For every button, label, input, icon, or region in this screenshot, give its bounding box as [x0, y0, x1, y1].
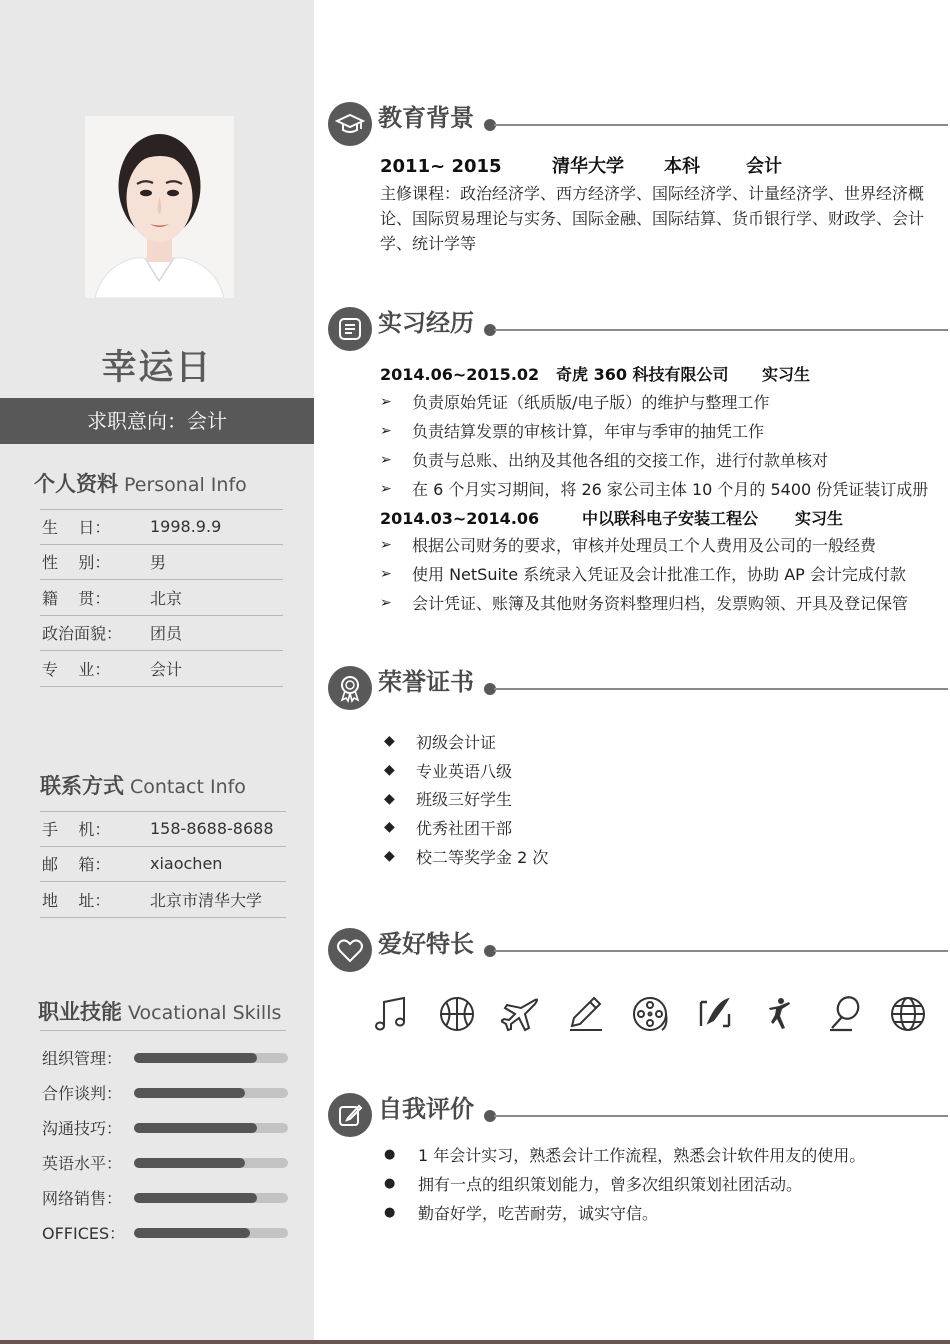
job-intent: 求职意向：会计 [0, 398, 314, 444]
list-item [384, 842, 548, 871]
edit-icon [328, 1093, 372, 1137]
contact-info-title-cn: 联系方式 [40, 774, 124, 798]
contact-info-title [40, 770, 246, 800]
skill-bar-fill [134, 1053, 257, 1063]
skill-row [42, 1075, 288, 1110]
duty-text: 在 6 个月实习期间，将 26 家公司主体 10 个月的 5400 份凭证装订成册 [412, 480, 929, 499]
diamond-marker: ◆ [384, 733, 395, 750]
address-value: 北京市清华大学 [150, 890, 263, 910]
skill-bar [134, 1123, 288, 1133]
skill-bar [134, 1053, 288, 1063]
skill-label: OFFICES： [42, 1224, 126, 1243]
skill-bar-fill [134, 1228, 250, 1238]
skill-label: 沟通技巧： [42, 1119, 123, 1138]
internship-company: 奇虎 360 科技有限公司 [556, 365, 729, 384]
diamond-marker: ◆ [384, 762, 395, 779]
list-item [380, 474, 940, 503]
evaluation-text: 1 年会计实习，熟悉会计工作流程，熟悉会计软件用友的使用。 [418, 1146, 866, 1165]
airplane-icon [499, 992, 543, 1036]
globe-icon [886, 992, 930, 1036]
info-value: 团员 [150, 624, 183, 644]
skill-label: 组织管理： [42, 1049, 123, 1068]
info-key: 政治面貌： [42, 624, 123, 644]
list-item [384, 1140, 865, 1169]
arrow-marker: ➢ [380, 536, 392, 553]
education-major: 会计 [746, 156, 782, 177]
hobbies-header [328, 928, 948, 972]
info-value: 男 [150, 553, 167, 573]
arrow-marker: ➢ [380, 422, 392, 439]
medal-icon [328, 666, 372, 710]
internship-duties [380, 530, 940, 617]
writing-icon [693, 992, 737, 1036]
duty-text: 负责原始凭证（纸质版/电子版）的维护与整理工作 [412, 393, 770, 412]
info-key: 地 址： [42, 890, 111, 910]
list-item [380, 559, 940, 588]
skill-bar-fill [134, 1088, 245, 1098]
honors-title: 荣誉证书 [378, 668, 474, 696]
info-key: 生 日： [42, 518, 111, 538]
dancer-icon [757, 992, 801, 1036]
skill-label: 网络销售： [42, 1189, 123, 1208]
phone-value: 158-8688-8688 [150, 819, 274, 839]
list-item [384, 784, 548, 813]
arrow-marker: ➢ [380, 594, 392, 611]
skills-title [38, 996, 281, 1026]
arrow-marker: ➢ [380, 451, 392, 468]
info-row [40, 811, 286, 847]
honors-list [384, 727, 548, 870]
internship-period: 2014.06~2015.02 [380, 365, 540, 384]
header-line [494, 124, 948, 126]
skill-row [42, 1215, 288, 1250]
internship-period: 2014.03~2014.06 [380, 509, 540, 528]
info-row [40, 509, 283, 545]
list-item [384, 1169, 865, 1198]
personal-info-table [40, 509, 283, 687]
basketball-icon [435, 992, 479, 1036]
personal-info-title-en: Personal Info [124, 474, 247, 496]
email-value: xiaochen [150, 854, 223, 874]
internship-company: 中以联科电子安装工程公 [582, 509, 759, 528]
skill-row [42, 1040, 288, 1075]
pen-icon [564, 992, 608, 1036]
list-item [384, 756, 548, 785]
skill-bar [134, 1158, 288, 1168]
skills-title-cn: 职业技能 [38, 1000, 122, 1024]
evaluation-header [328, 1093, 948, 1137]
skill-bar-fill [134, 1158, 245, 1168]
list-item [380, 416, 940, 445]
duty-text: 根据公司财务的要求，审核并处理员工个人费用及公司的一般经费 [412, 536, 877, 555]
education-title: 教育背景 [378, 104, 474, 132]
personal-info-title [34, 468, 247, 498]
list-item [384, 727, 548, 756]
skill-bar [134, 1088, 288, 1098]
skills-title-en: Vocational Skills [128, 1002, 282, 1024]
honor-text: 校二等奖学金 2 次 [416, 847, 549, 867]
hobby-icons [370, 992, 930, 1036]
skills-divider [40, 1030, 286, 1031]
internship-job-header [380, 362, 810, 385]
list-item [380, 445, 940, 474]
diamond-marker: ◆ [384, 790, 395, 807]
internship-job-header [380, 506, 843, 529]
candidate-name: 幸运日 [101, 348, 213, 388]
duty-text: 负责结算发票的审核计算，年审与季审的抽凭工作 [412, 422, 765, 441]
graduation-cap-icon [328, 102, 372, 146]
info-key: 性 别： [42, 553, 111, 573]
skill-label: 合作谈判： [42, 1084, 123, 1103]
skill-label: 英语水平： [42, 1154, 123, 1173]
list-item [384, 813, 548, 842]
skill-bar-fill [134, 1193, 257, 1203]
list-item [380, 588, 940, 617]
info-row [40, 616, 283, 652]
internship-header [328, 307, 948, 351]
info-key: 籍 贯： [42, 588, 111, 608]
music-icon [370, 992, 414, 1036]
document-icon [328, 307, 372, 351]
duty-text: 负责与总账、出纳及其他各组的交接工作，进行付款单核对 [412, 451, 829, 470]
info-value: 会计 [150, 659, 183, 679]
header-line [494, 329, 948, 331]
info-key: 手 机： [42, 820, 111, 840]
arrow-marker: ➢ [380, 393, 392, 410]
heart-icon [328, 928, 372, 972]
film-reel-icon [628, 992, 672, 1036]
info-row [40, 882, 286, 918]
info-key: 邮 箱： [42, 855, 111, 875]
skill-bar [134, 1193, 288, 1203]
contact-info-title-en: Contact Info [130, 776, 246, 798]
arrow-marker: ➢ [380, 480, 392, 497]
evaluation-text: 勤奋好学，吃苦耐劳，诚实守信。 [418, 1204, 659, 1223]
info-key: 专 业： [42, 659, 111, 679]
info-value: 1998.9.9 [150, 517, 222, 537]
honor-text: 班级三好学生 [416, 790, 513, 810]
internship-role: 实习生 [762, 365, 811, 384]
dot-marker: ● [384, 1205, 396, 1220]
honors-header [328, 666, 948, 710]
skill-bar [134, 1228, 288, 1238]
honor-text: 初级会计证 [416, 732, 497, 752]
education-summary [380, 152, 782, 178]
profile-photo [85, 116, 234, 298]
skill-row [42, 1180, 288, 1215]
arrow-marker: ➢ [380, 565, 392, 582]
main-content [314, 0, 950, 1344]
hobbies-title: 爱好特长 [378, 930, 474, 958]
evaluation-text: 拥有一点的组织策划能力，曾多次组织策划社团活动。 [418, 1175, 803, 1194]
info-value: 北京 [150, 588, 183, 608]
internship-title: 实习经历 [378, 309, 474, 337]
personal-info-title-cn: 个人资料 [34, 472, 118, 496]
header-line [494, 950, 948, 952]
badminton-icon [822, 992, 866, 1036]
skill-row [42, 1110, 288, 1145]
duty-text: 会计凭证、账簿及其他财务资料整理归档，发票购领、开具及登记保管 [412, 594, 909, 613]
dot-marker: ● [384, 1176, 396, 1191]
internship-role: 实习生 [795, 509, 844, 528]
info-row [40, 580, 283, 616]
education-school: 清华大学 [552, 156, 624, 177]
education-degree: 本科 [664, 156, 700, 177]
info-row [40, 651, 283, 687]
skills-list [42, 1040, 288, 1250]
diamond-marker: ◆ [384, 848, 395, 865]
sidebar [0, 0, 314, 1344]
internship-duties [380, 387, 940, 503]
evaluation-title: 自我评价 [378, 1095, 474, 1123]
header-line [494, 688, 948, 690]
header-line [494, 1115, 948, 1117]
info-row [40, 545, 283, 581]
list-item [380, 387, 940, 416]
skill-row [42, 1145, 288, 1180]
contact-info-table [40, 811, 286, 918]
duty-text: 使用 NetSuite 系统录入凭证及会计批准工作，协助 AP 会计完成付款 [412, 565, 906, 584]
page-bottom-border [0, 1340, 950, 1344]
education-courses: 主修课程：政治经济学、西方经济学、国际经济学、计量经济学、世界经济概论、国际贸易理论与实务、国际金融、国际结算、货币银行学、财政学、会计学、统计学等 [380, 184, 925, 253]
list-item [384, 1198, 865, 1227]
evaluation-list [384, 1140, 865, 1227]
list-item [380, 530, 940, 559]
dot-marker: ● [384, 1147, 396, 1162]
honor-text: 专业英语八级 [416, 761, 513, 781]
education-period: 2011~ 2015 [380, 156, 502, 177]
honor-text: 优秀社团干部 [416, 818, 513, 838]
skill-bar-fill [134, 1123, 257, 1133]
info-row [40, 847, 286, 883]
education-header [328, 102, 948, 146]
diamond-marker: ◆ [384, 819, 395, 836]
